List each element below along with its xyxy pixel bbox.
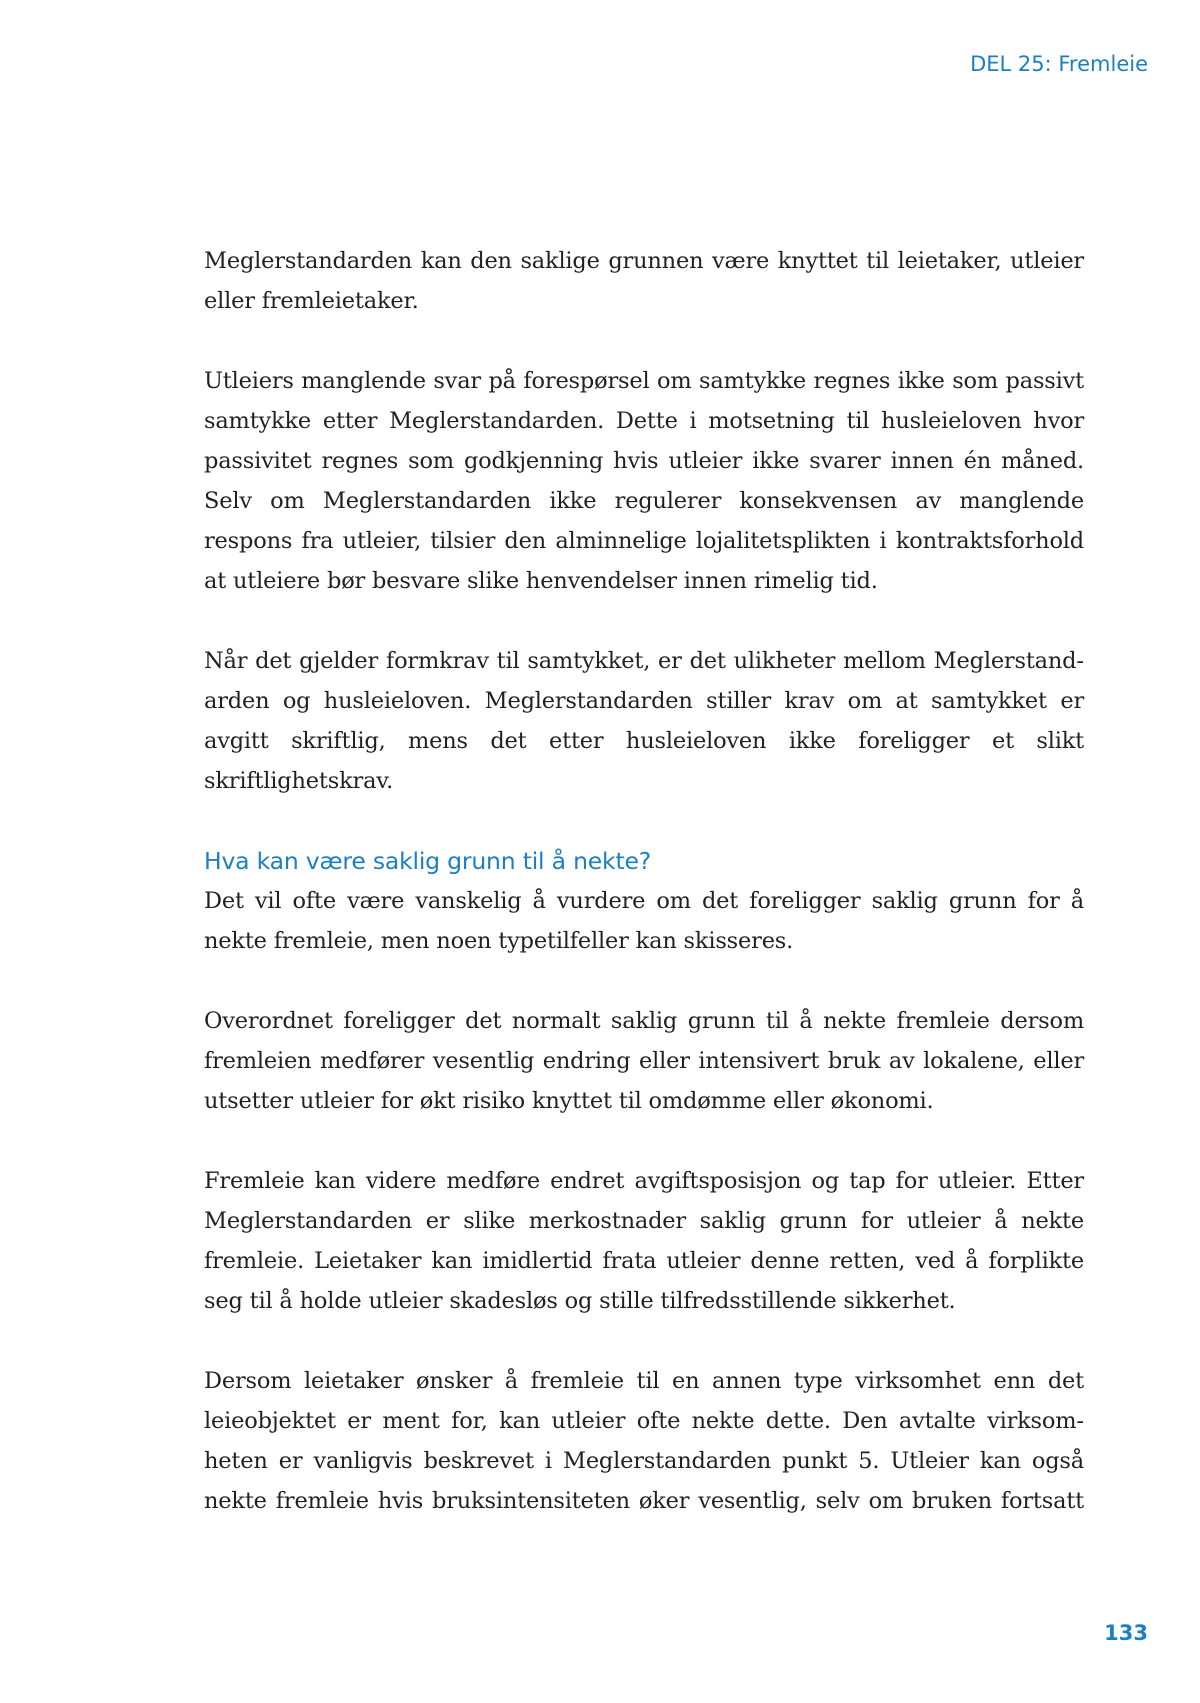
paragraph: Dersom leietaker ønsker å fremleie til en annen type virksomhet enn det leieobjektet er ment for, kan utleier ofte nekte dette. Den avtalte virksomheten er vanligvis beskrevet i Meglerstandarden punkt 5. Utleier kan også nekte fremleie hvis bruksintensiteten øker vesentlig, selv om bruken fortsatt — [204, 1368, 1084, 1514]
paragraph: Utleiers manglende svar på forespørsel om samtykke regnes ikke som passivt samtykke etter Meglerstandarden. Dette i motsetning til husleieloven hvor passivitet regnes som godkjenning hvis utleier ikke svarer innen én måned. Selv om Meglerstandarden ikke regulerer konsekvensen av manglende respons fra utleier, tilsier den alminnelige lojalitetsplikten i kontraktsforhold at utleiere bør besvare slike henvendelser innen rimelig tid. — [204, 368, 1084, 594]
paragraph: Når det gjelder formkrav til samtykket, er det ulikheter mellom Meglerstandarden og husleieloven. Meglerstandarden stiller krav om at samtykket er avgitt skriftlig, mens det etter husleieloven ikke foreligger et slikt skriftlighetskrav. — [204, 648, 1084, 794]
paragraph: Det vil ofte være vanskelig å vurdere om det foreligger saklig grunn for å nekte fremleie, men noen typetilfeller kan skisseres. — [204, 888, 1084, 954]
body-text — [204, 241, 1084, 1561]
paragraph: Overordnet foreligger det normalt saklig grunn til å nekte fremleie dersom fremleien medfører vesentlig endring eller intensivert bruk av lokalene, eller utsetter utleier for økt risiko knyttet til omdømme eller økonomi. — [204, 1008, 1084, 1114]
paragraph: Fremleie kan videre medføre endret avgiftsposisjon og tap for utleier. Etter Meglerstandarden er slike merkostnader saklig grunn for utleier å nekte fremleie. Leietaker kan imidlertid frata utleier denne retten, ved å forplikte seg til å holde utleier skadesløs og stille tilfredsstillende sikkerhet. — [204, 1168, 1084, 1314]
page-number: 133 — [1104, 1621, 1148, 1645]
paragraph: Meglerstandarden kan den saklige grunnen være knyttet til leietaker, utleier eller fremleietaker. — [204, 248, 1084, 314]
running-header: DEL 25: Fremleie — [970, 52, 1148, 76]
section-heading: Hva kan være saklig grunn til å nekte? — [204, 847, 652, 875]
